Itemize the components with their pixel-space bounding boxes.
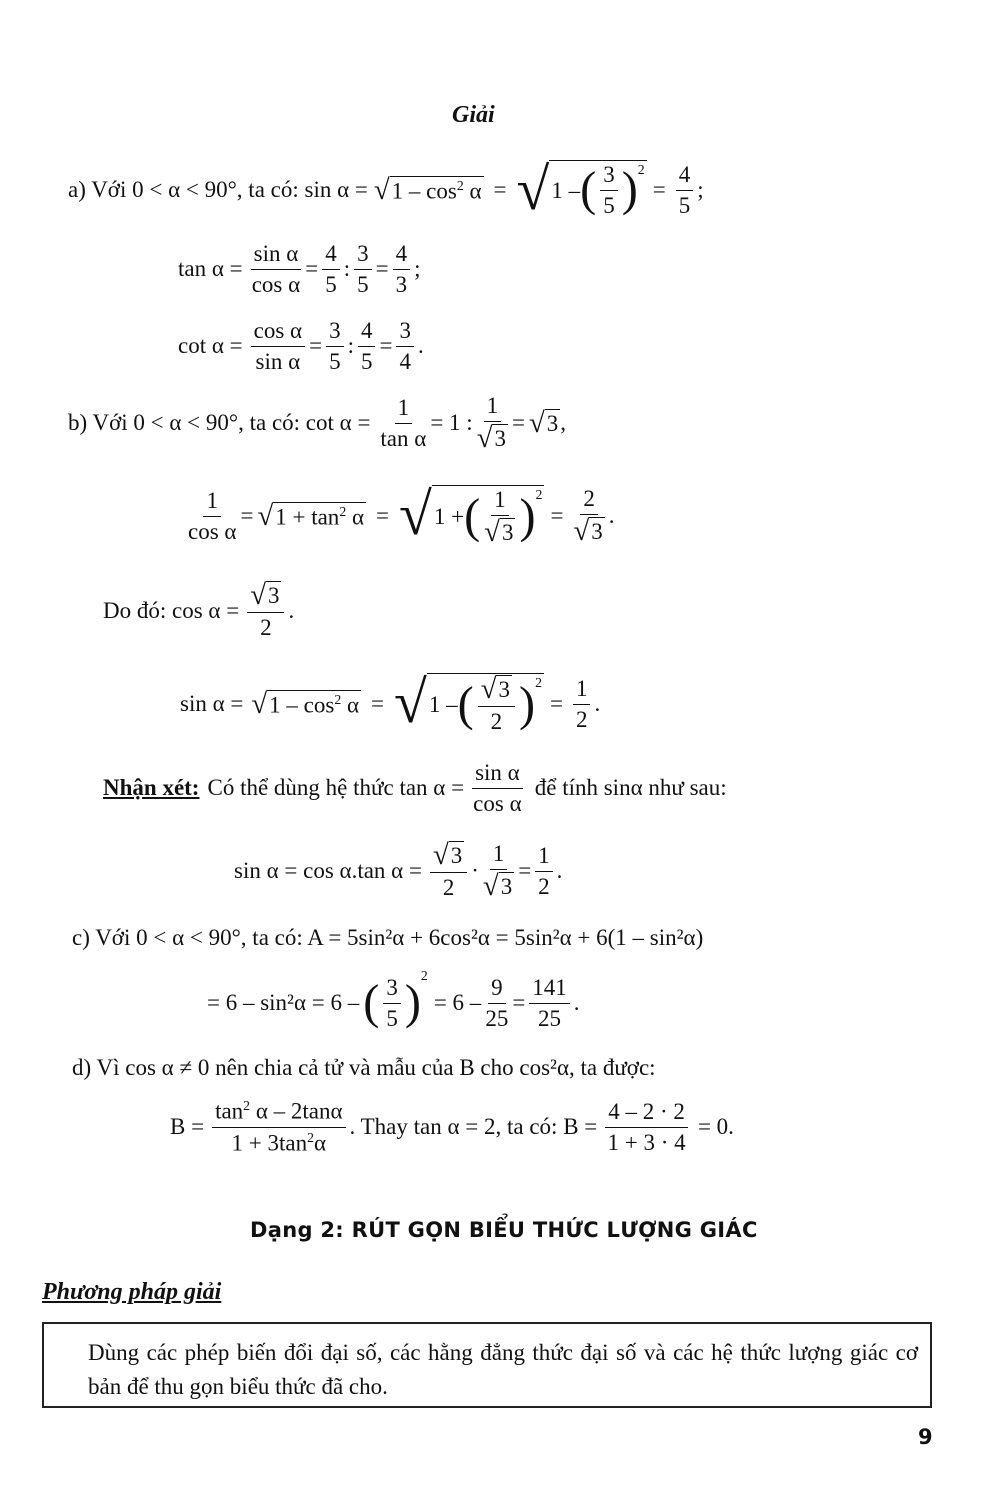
do-do: Do đó: cos α = [103, 598, 240, 623]
section-title: Dạng 2: RÚT GỌN BIỂU THỨC LƯỢNG GIÁC [250, 1218, 758, 1242]
sqrt-expr: √ 1 – ( $\frac{3}{5}$ ) $^2$ [516, 156, 645, 223]
page-number: 9 [918, 1425, 933, 1449]
cot-lhs: cot α = [178, 333, 243, 358]
part-d-middle: . Thay tan α = 2, ta có: B = [349, 1114, 598, 1139]
part-b-lead: b) Với 0 < α < 90°, ta có: cot α = [68, 410, 371, 435]
solution-heading: Giải [452, 102, 495, 128]
remark: Nhận xét: Có thể dùng hệ thức tan α = $\frac{\text{sin α}}{\text{cos α}}$ để tính sinα như sau: [103, 759, 727, 816]
part-c-line2: = 6 – sin²α = 6 – ( $\frac{3}{5}$ ) $^2$ = 6 – $\frac{9}{25}$ = $\frac{141}{25}$ . [207, 968, 580, 1031]
part-c-line1: c) Với 0 < α < 90°, ta có: A = 5sin²α + 6cos²α = 5sin²α + 6(1 – sin²α) [72, 925, 704, 950]
part-b-cot: b) Với 0 < α < 90°, ta có: cot α = $\frac{1}{\text{tan α}}$ = 1 : 1 √ 3 = √ 3 , [68, 392, 566, 455]
remark-label: Nhận xét: [103, 775, 200, 800]
part-d-end: = 0. [697, 1114, 734, 1139]
remark-text-after: để tính sinα như sau: [534, 775, 727, 800]
part-a-sin: a) Với 0 < α < 90°, ta có: sin α = √ $1 - \cos^2 \alpha$ = √ 1 – ( $\frac{3}{5}$ ) $^2$ = $\frac{4}{5}$ ; [68, 156, 704, 223]
part-b-sin: sin α = √ $1 - \cos^2 \alpha$ = √ 1 – ( √ 3 2 ) $^2$ = $\frac{1}{2}$ . [180, 668, 601, 735]
method-title: Phương pháp giải [42, 1279, 222, 1305]
remark-formula-lead: sin α = cos α.tan α = [234, 858, 422, 883]
part-d-line2: B = $\frac{\tan^2 \alpha - 2\tan\alpha}{1 + 3\tan^2\alpha}$ . Thay tan α = 2, ta có: B = $\frac{4 - 2 \cdot 2}{1 + 3 \cdot 4}$ = 0. [170, 1097, 734, 1156]
part-c-lead: = 6 – sin²α = 6 – [207, 990, 360, 1015]
sin-lhs: sin α = [180, 691, 244, 716]
remark-formula: sin α = cos α.tan α = √ 3 2 · 1 √ 3 = $\frac{1}{2}$ . [234, 839, 563, 903]
part-a-cot: cot α = $\frac{\text{cos α}}{\text{sin α}}$ = $\frac{3}{5}$ : $\frac{4}{5}$ = $\frac{3}{4}$ . [178, 317, 424, 374]
part-a-tan: tan α = $\frac{\text{sin α}}{\text{cos α}}$ = $\frac{4}{5}$ : $\frac{3}{5}$ = $\frac{4}{3}$ ; [178, 240, 421, 297]
method-box [42, 1322, 932, 1408]
sqrt-expr: √ $1 - \cos^2 \alpha$ [373, 173, 482, 206]
b-lhs: B = [170, 1114, 205, 1139]
remark-text: Có thể dùng hệ thức tan α = [207, 775, 465, 800]
tan-lhs: tan α = [178, 256, 243, 281]
part-a-lead: a) Với 0 < α < 90°, ta có: sin α = [68, 177, 368, 202]
part-b-cos: Do đó: cos α = √ 3 2 . [103, 579, 295, 641]
part-b-sec: $\frac{1}{\text{cos α}}$ = √ $1 + \tan^2 \alpha$ = √ 1 + ( 1 √ 3 ) $^2$ = 2 √ 3 . [188, 480, 615, 549]
method-box-text: Dùng các phép biến đổi đại số, các hằng đẳng thức đại số và các hệ thức lượng giác cơ bản để thu gọn biểu thức đã cho. [88, 1340, 918, 1399]
part-d-line1: d) Vì cos α ≠ 0 nên chia cả tử và mẫu của B cho cos²α, ta được: [72, 1055, 656, 1080]
